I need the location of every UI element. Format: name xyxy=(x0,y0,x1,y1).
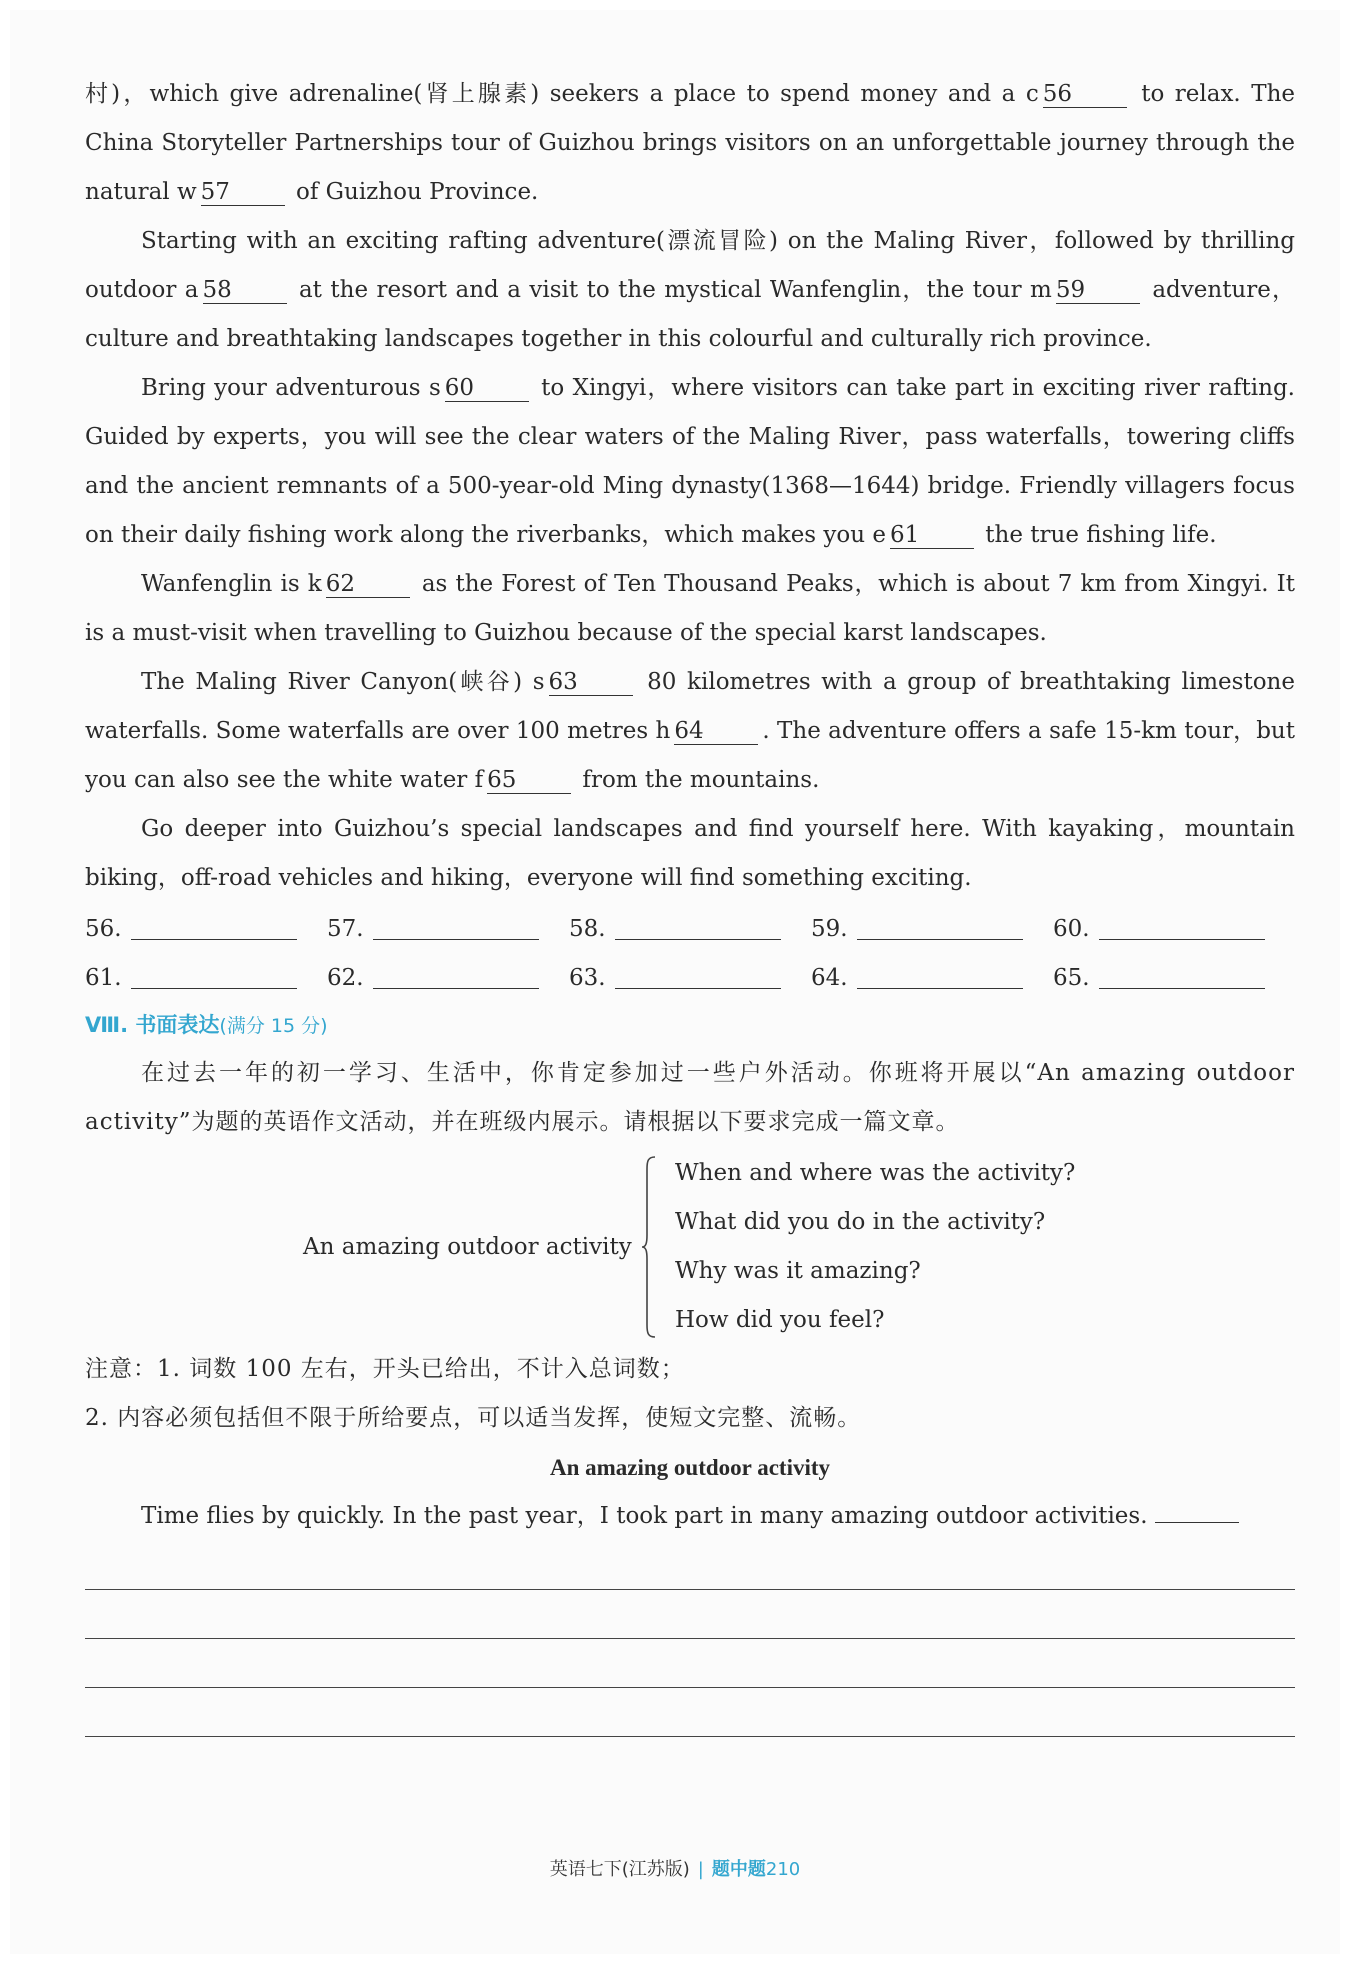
answer-number: 62. xyxy=(327,965,364,991)
footer-divider: | xyxy=(697,1859,704,1880)
blank-58[interactable]: 58 xyxy=(203,277,287,304)
topic-point: Why was it amazing? xyxy=(675,1258,921,1284)
answer-item xyxy=(811,954,1053,1003)
section-heading: Ⅷ. 书面表达(满分 15 分) xyxy=(85,1013,328,1037)
topic-point: When and where was the activity? xyxy=(675,1160,1076,1186)
passage-paragraph-4: Wanfenglin is k 62 as the Forest of Ten Thousand Peaks，which is about 7 km from Xingyi. It is a must-visit when travelling to Guizhou because of the special karst landscapes. xyxy=(85,571,1295,646)
topic-point: What did you do in the activity? xyxy=(675,1209,1046,1235)
answer-item xyxy=(327,905,569,954)
answer-line[interactable] xyxy=(857,968,1023,989)
answer-row-2 xyxy=(85,954,1295,1003)
essay-writing-line[interactable] xyxy=(85,1688,1295,1737)
answer-number: 61. xyxy=(85,965,122,991)
answer-number: 58. xyxy=(569,916,606,942)
blank-61[interactable]: 61 xyxy=(890,522,974,549)
workbook-page xyxy=(10,10,1340,1954)
answer-line[interactable] xyxy=(1099,919,1265,940)
essay-title: An amazing outdoor activity xyxy=(549,1455,831,1480)
answer-line[interactable] xyxy=(615,919,781,940)
passage-paragraph-2: Starting with an exciting rafting adventure(漂流冒险) on the Maling River，followed by thrilling outdoor a 58 at the resort and a visit to the mystical Wanfenglin，the tour m 59 adventure，culture and breathtaking landscapes together in this colourful and culturally rich province. xyxy=(85,228,1296,352)
blank-63[interactable]: 63 xyxy=(549,669,633,696)
essay-opening: Time flies by quickly. In the past year，I took part in many amazing outdoor activities. xyxy=(85,1492,1295,1541)
answer-line[interactable] xyxy=(857,919,1023,940)
curly-brace-icon xyxy=(641,1155,657,1339)
answer-item xyxy=(1053,954,1295,1003)
blank-56[interactable]: 56 xyxy=(1043,81,1127,108)
answer-item xyxy=(327,954,569,1003)
book-title: 英语七下(江苏版) xyxy=(549,1859,690,1880)
note-line-2: 2. 内容必须包括但不限于所给要点，可以适当发挥，使短文完整、流畅。 xyxy=(85,1405,862,1431)
blank-57[interactable]: 57 xyxy=(201,179,285,206)
answer-line[interactable] xyxy=(373,919,539,940)
passage-paragraph-5: The Maling River Canyon(峡谷) s 63 80 kilometres with a group of breathtaking limestone waterfalls. Some waterfalls are over 100 metres h 64 . The adventure offers a safe 15-km tour，but you can also see the white water f 65 from the mountains. xyxy=(85,669,1295,793)
page-footer xyxy=(10,1855,1340,1881)
answer-number: 56. xyxy=(85,916,122,942)
passage-paragraph-1: 村)，which give adrenaline(肾上腺素) seekers a place to spend money and a c 56 to relax. The China Storyteller Partnerships tour of Guizhou brings visitors on an unforgettable journey through the natural w 57 of Guizhou Province. xyxy=(85,81,1295,205)
series-brand: 题中题 xyxy=(711,1859,766,1880)
answer-number: 63. xyxy=(569,965,606,991)
topic-points xyxy=(675,1149,1075,1345)
blank-62[interactable]: 62 xyxy=(326,571,410,598)
passage-paragraph-3: Bring your adventurous s 60 to Xingyi，where visitors can take part in exciting river rafting. Guided by experts，you will see the clear waters of the Maling River，pass waterfalls，towering cliffs and the ancient remnants of a 500-year-old Ming dynasty(1368—1644) bridge. Friendly villagers focus on their daily fishing work along the riverbanks，which makes you e 61 the true fishing life. xyxy=(85,375,1295,548)
answer-item xyxy=(569,954,811,1003)
note-line-1: 注意：1. 词数 100 左右，开头已给出，不计入总词数； xyxy=(85,1356,685,1382)
answer-item xyxy=(1053,905,1295,954)
answer-item xyxy=(85,905,327,954)
answer-line[interactable] xyxy=(615,968,781,989)
essay-writing-line[interactable] xyxy=(85,1639,1295,1688)
answer-number: 64. xyxy=(811,965,848,991)
answer-item xyxy=(85,954,327,1003)
section-score: (满分 15 分) xyxy=(219,1015,328,1037)
answer-number: 59. xyxy=(811,916,848,942)
essay-writing-line[interactable] xyxy=(1155,1500,1239,1523)
topic-point: How did you feel? xyxy=(675,1307,885,1333)
answer-row-1 xyxy=(85,905,1295,954)
essay-writing-line[interactable] xyxy=(85,1541,1295,1590)
answer-number: 60. xyxy=(1053,916,1090,942)
topic-outline xyxy=(85,1149,1295,1345)
answer-item xyxy=(569,905,811,954)
blank-60[interactable]: 60 xyxy=(445,375,529,402)
blank-59[interactable]: 59 xyxy=(1056,277,1140,304)
writing-instructions: 在过去一年的初一学习、生活中，你肯定参加过一些户外活动。你班将开展以“An amazing outdoor activity”为题的英语作文活动，并在班级内展示。请根据以下要求完成一篇文章。 xyxy=(85,1060,1295,1135)
answer-line[interactable] xyxy=(1099,968,1265,989)
blank-65[interactable]: 65 xyxy=(487,767,571,794)
answer-sheet xyxy=(85,905,1295,1003)
blank-64[interactable]: 64 xyxy=(674,718,758,745)
page-number: 210 xyxy=(765,1859,801,1880)
answer-line[interactable] xyxy=(131,968,297,989)
page-content xyxy=(85,70,1295,1737)
answer-line[interactable] xyxy=(131,919,297,940)
answer-number: 65. xyxy=(1053,965,1090,991)
answer-line[interactable] xyxy=(373,968,539,989)
topic-title: An amazing outdoor activity xyxy=(303,1234,632,1260)
passage-paragraph-6: Go deeper into Guizhou’s special landscapes and find yourself here. With kayaking，mountain biking，off-road vehicles and hiking，everyone will find something exciting. xyxy=(85,816,1295,891)
answer-item xyxy=(811,905,1053,954)
answer-number: 57. xyxy=(327,916,364,942)
essay-writing-line[interactable] xyxy=(85,1590,1295,1639)
